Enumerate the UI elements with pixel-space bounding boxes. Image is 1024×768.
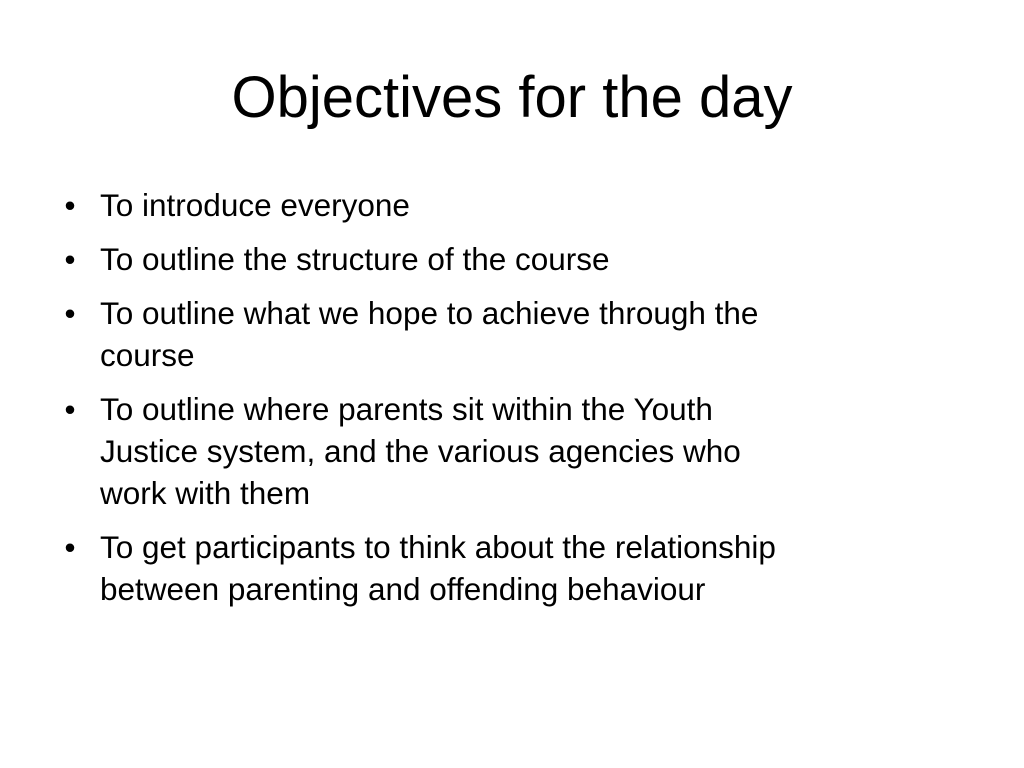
objective-item-3 [58,292,790,376]
bullet-icon: • [64,391,76,427]
objective-item-1 [58,184,790,226]
objective-item-2 [58,238,790,280]
objective-text-4: To outline where parents sit within the Youth Justice system, and the various agencies who work with them [100,391,741,511]
bullet-icon: • [64,241,76,277]
objective-item-4 [58,388,790,514]
bullet-icon: • [64,295,76,331]
bullet-icon: • [64,529,76,565]
bullet-icon: • [64,187,76,223]
objective-text-3: To outline what we hope to achieve through the course [100,295,759,373]
objective-text-2: To outline the structure of the course [100,241,610,277]
objective-item-5 [58,526,790,610]
objective-text-5: To get participants to think about the relationship between parenting and offending behaviour [100,529,776,607]
slide-title: Objectives for the day [231,65,793,130]
objectives-list [58,184,958,622]
objective-text-1: To introduce everyone [100,187,410,223]
